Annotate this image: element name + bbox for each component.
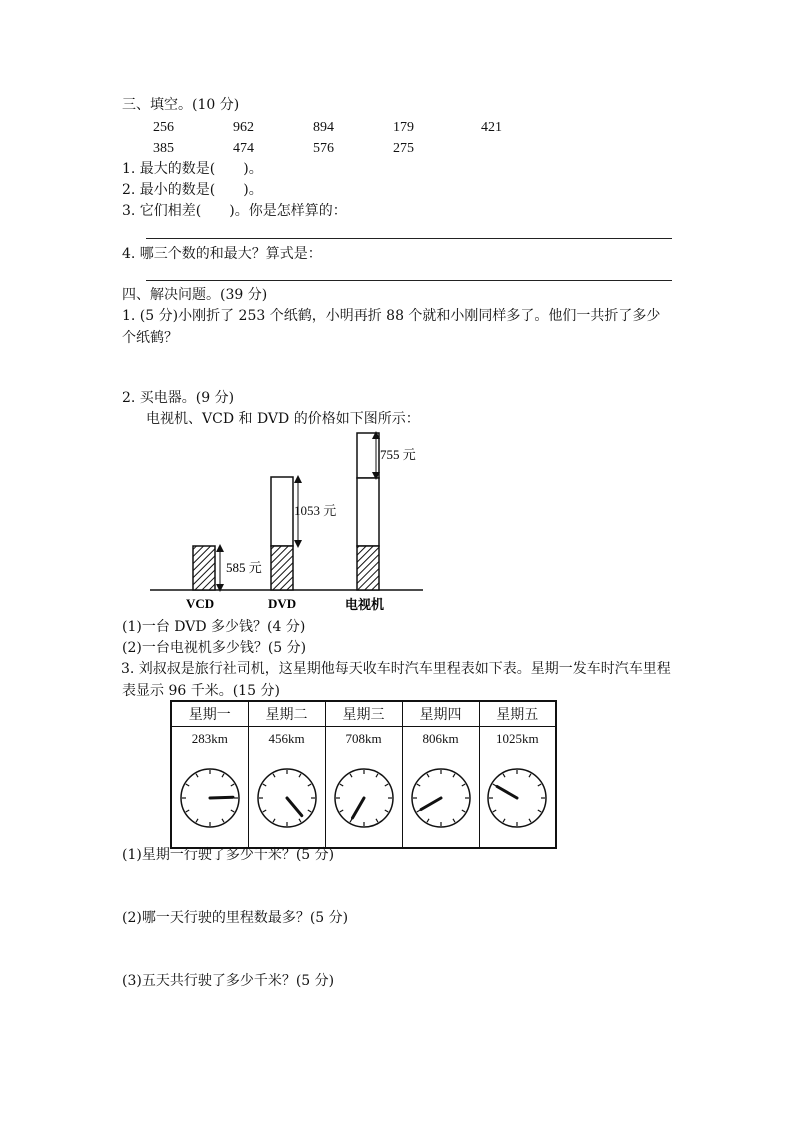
problem-1: 1. (5 分)小刚折了 253 个纸鹤，小明再折 88 个就和小刚同样多了。他们一共折了多少个纸鹤？ [122, 308, 661, 346]
price-figure [140, 425, 430, 615]
problem-3: 3. 刘叔叔是旅行社司机，这星期他每天收车时汽车里程表如下表。星期一发车时汽车里程表显示 96 千米。(15 分) [121, 661, 671, 699]
number: 421 [481, 120, 502, 135]
clock-cell [479, 753, 556, 848]
number: 275 [393, 141, 414, 156]
number: 894 [313, 120, 334, 135]
question-1: 1. 最大的数是( )。 [122, 161, 263, 177]
day-header: 星期三 [325, 701, 402, 727]
question-4: 4. 哪三个数的和最大？算式是： [122, 246, 322, 262]
clock-icon [408, 765, 474, 831]
problem-3-question-1: (1)星期一行驶了多少千米？(5 分) [122, 847, 335, 863]
tv-bar-lower [357, 546, 379, 590]
section4-title: 四、解决问题。(39 分) [122, 287, 268, 303]
dvd-label: DVD [268, 596, 297, 611]
problem-2-description: 电视机、VCD 和 DVD 的价格如下图所示： [146, 411, 420, 427]
clock-icon [254, 765, 320, 831]
clock-icon [484, 765, 550, 831]
odometer-reading: 283km [171, 727, 248, 754]
section3-title: 三、填空。(10 分) [122, 97, 240, 113]
problem-3-question-3: (3)五天共行驶了多少千米？(5 分) [122, 973, 335, 989]
problem-2-question-1: (1)一台 DVD 多少钱？(4 分) [122, 619, 306, 635]
number: 385 [153, 141, 174, 156]
number: 179 [393, 120, 414, 135]
dvd-bar-upper [271, 477, 293, 546]
clock-icon [331, 765, 397, 831]
odometer-table [170, 700, 557, 849]
vcd-bar [193, 546, 215, 590]
day-header: 星期二 [248, 701, 325, 727]
odometer-reading: 708km [325, 727, 402, 754]
dvd-diff: 1053 元 [294, 503, 337, 518]
answer-line[interactable] [146, 280, 672, 281]
odometer-reading: 806km [402, 727, 479, 754]
question-3: 3. 它们相差( )。你是怎样算的： [122, 203, 347, 219]
problem-2-question-2: (2)一台电视机多少钱？(5 分) [122, 640, 307, 656]
vcd-label: VCD [186, 596, 215, 611]
tv-label: 电视机 [345, 597, 385, 612]
clock-icon [177, 765, 243, 831]
day-header: 星期五 [479, 701, 556, 727]
day-header: 星期四 [402, 701, 479, 727]
dvd-bar-lower [271, 546, 293, 590]
vcd-price: 585 元 [226, 560, 262, 575]
problem-2-title: 2. 买电器。(9 分) [122, 390, 235, 406]
question-2: 2. 最小的数是( )。 [122, 182, 263, 198]
clock-cell [248, 753, 325, 848]
problem-3-question-2: (2)哪一天行驶的里程数最多？(5 分) [122, 910, 349, 926]
clock-cell [402, 753, 479, 848]
odometer-reading: 456km [248, 727, 325, 754]
number: 576 [313, 141, 334, 156]
clock-hand [210, 797, 233, 798]
tv-diff: 755 元 [380, 447, 416, 462]
number: 962 [233, 120, 254, 135]
clock-cell [325, 753, 402, 848]
day-header: 星期一 [171, 701, 248, 727]
number: 474 [233, 141, 254, 156]
answer-line[interactable] [146, 238, 672, 239]
tv-bar-middle [357, 478, 379, 546]
clock-cell [171, 753, 248, 848]
odometer-reading: 1025km [479, 727, 556, 754]
number: 256 [153, 120, 174, 135]
